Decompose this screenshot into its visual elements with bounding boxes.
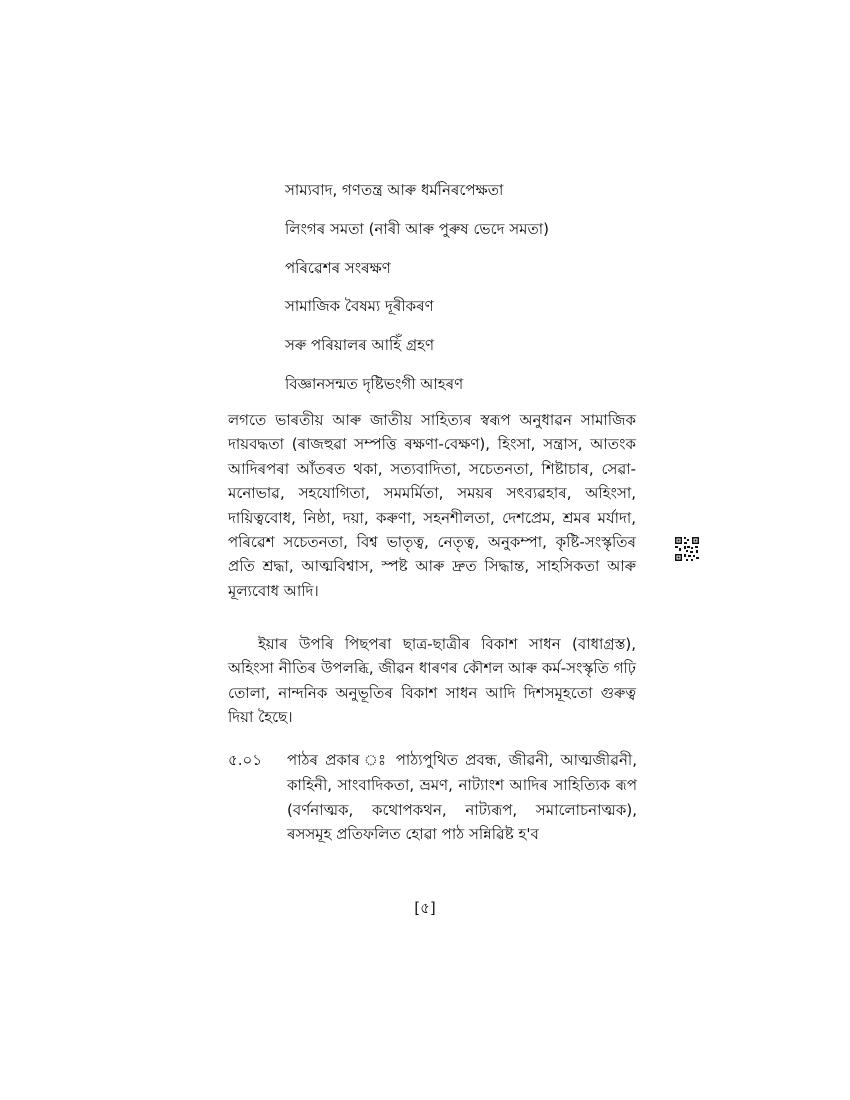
list-item: পৰিৱেশৰ সংৰক্ষণ	[285, 258, 391, 277]
page-number: [৫]	[414, 899, 436, 917]
section-text: পাঠৰ প্ৰকাৰ ঃ পাঠ্যপুথিত প্ৰবন্ধ, জীৱনী, আত্মজীৱনী, কাহিনী, সাংবাদিকতা, ভ্ৰমণ, নাট্যাংশ আদিৰ সাহিত্যিক ৰূপ (বৰ্ণনাত্মক, কথোপকথন, নাট্যৰূপ, সমালোচনাত্মক), ৰসসমূহ প্ৰতিফলিত হোৱা পাঠ সন্নিৱিষ্ট হ'ব	[287, 751, 637, 844]
paragraph: লগতে ভাৰতীয় আৰু জাতীয় সাহিত্যৰ স্বৰূপ অনুধাৱন সামাজিক দায়বদ্ধতা (ৰাজহুৱা সম্পত্তি ৰক্ষণা-বেক্ষণ), হিংসা, সন্ত্ৰাস, আতংক আদিৰপৰা আঁতৰত থকা, সত্যবাদিতা, সচেতনতা, শিষ্টাচাৰ, সেৱা-মনোভাৱ, সহযোগিতা, সমমৰ্মিতা, সময়ৰ সৎব্যৱহাৰ, অহিংসা, দায়িত্ববোধ, নিষ্ঠা, দয়া, কৰুণা, সহনশীলতা, দেশপ্ৰেম, শ্ৰমৰ মৰ্যাদা, পৰিৱেশ সচেতনতা, বিশ্ব ভাতৃত্ব, নেতৃত্ব, অনুকম্পা, কৃষ্টি-সংস্কৃতিৰ প্ৰতি শ্ৰদ্ধা, আত্মবিশ্বাস, স্পষ্ট আৰু দ্ৰুত সিদ্ধান্ত, সাহসিকতা আৰু মূল্যবোধ আদি।	[228, 411, 636, 600]
list-item: লিংগৰ সমতা (নাৰী আৰু পুৰুষ ভেদে সমতা)	[285, 219, 549, 238]
value-list	[285, 180, 665, 413]
paragraph: ইয়াৰ উপৰি পিছপৰা ছাত্ৰ-ছাত্ৰীৰ বিকাশ সাধন (বাধাগ্ৰস্ত), অহিংসা নীতিৰ উপলব্ধি, জীৱন ধাৰণৰ কৌশল আৰু কৰ্ম-সংস্কৃতি গঢ়ি তোলা, নান্দনিক অনুভূতিৰ বিকাশ সাধন আদি দিশসমূহতো গুৰুত্ব দিয়া হৈছে।	[228, 635, 636, 727]
qr-code-icon	[674, 536, 700, 562]
list-item: সৰু পৰিয়ালৰ আহিঁ গ্ৰহণ	[285, 336, 435, 355]
section-number: ৫.০১	[228, 751, 262, 769]
list-item: সামাজিক বৈষম্য দূৰীকৰণ	[285, 297, 434, 316]
list-item: সাম্যবাদ, গণতন্ত্ৰ আৰু ধৰ্মনিৰপেক্ষতা	[285, 181, 504, 199]
list-item: বিজ্ঞানসন্মত দৃষ্টিভংগী আহৰণ	[285, 374, 464, 393]
